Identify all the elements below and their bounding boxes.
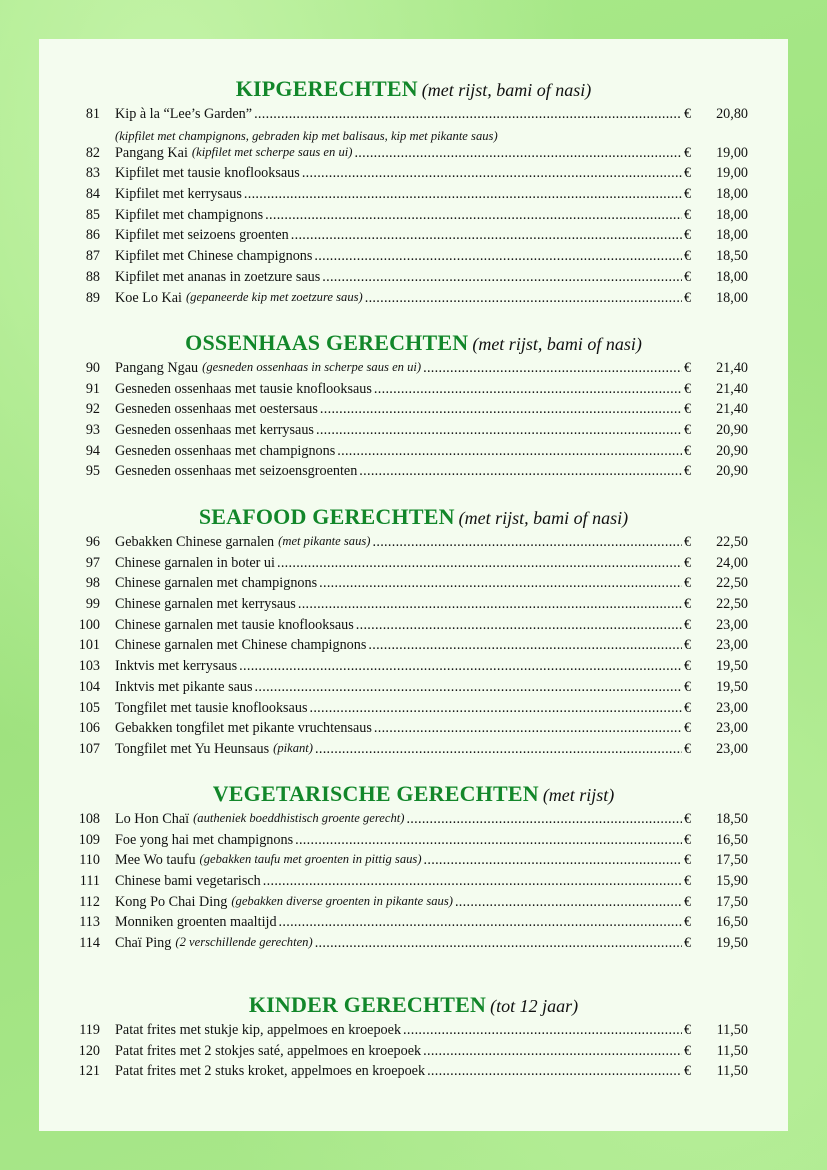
menu-item (39, 165, 788, 186)
item-price: 19,50 (716, 678, 748, 695)
menu-item (39, 463, 788, 484)
item-description: (kipfilet met scherpe saus en ui) (191, 144, 353, 159)
item-body (115, 401, 682, 418)
item-number: 83 (85, 165, 100, 182)
dot-leader (302, 165, 682, 182)
item-price: 16,50 (716, 914, 748, 931)
currency-symbol: € (684, 811, 692, 827)
item-name: Chinese garnalen met Chinese champignons (115, 637, 367, 654)
item-body (115, 596, 682, 613)
item-body (115, 207, 682, 224)
currency-symbol: € (684, 720, 692, 737)
item-name: Gebakken tongfilet met pikante vruchtensaus (115, 720, 372, 737)
menu-item (39, 1022, 788, 1043)
item-name: Chinese garnalen met tausie knoflooksaus (115, 616, 354, 633)
currency-symbol: € (684, 248, 692, 265)
currency-symbol: € (684, 1022, 692, 1038)
dot-leader (298, 596, 682, 613)
dot-leader (354, 145, 682, 162)
currency-symbol: € (684, 186, 692, 203)
item-name: Kip à la “Lee’s Garden” (115, 106, 253, 122)
item-body (115, 186, 682, 203)
item-name: Pangang Ngau (115, 360, 199, 376)
item-number: 85 (85, 206, 100, 223)
item-description: (met pikante saus) (278, 534, 371, 548)
menu-item (39, 106, 788, 127)
item-number: 90 (85, 360, 100, 376)
dot-leader (374, 720, 682, 737)
item-body (115, 1043, 682, 1060)
item-body (115, 637, 682, 654)
currency-symbol: € (684, 442, 692, 459)
currency-symbol: € (684, 831, 692, 848)
item-number: 91 (85, 380, 100, 397)
menu-item (39, 617, 788, 638)
item-body (115, 832, 682, 849)
item-number: 106 (78, 720, 100, 737)
item-name: Kipfilet met seizoens groenten (115, 227, 289, 244)
currency-symbol: € (684, 401, 692, 418)
item-number: 114 (79, 935, 100, 952)
dot-leader (309, 700, 682, 717)
item-body (115, 534, 682, 551)
item-body (115, 381, 682, 398)
currency-symbol: € (684, 740, 692, 757)
item-body (115, 741, 682, 758)
item-body (115, 360, 682, 377)
item-description: (gesneden ossenhaas in scherpe saus en ui) (202, 360, 422, 374)
item-price: 11,50 (716, 1022, 748, 1038)
section-heading (39, 76, 788, 102)
item-price: 23,00 (716, 699, 748, 716)
item-name: Lo Hon Chaï (115, 811, 190, 827)
menu-section-kinder (39, 992, 788, 1084)
item-body (115, 575, 682, 592)
item-name: Chinese garnalen met champignons (115, 575, 318, 592)
section-subtitle: (met rijst) (542, 785, 615, 805)
currency-symbol: € (684, 637, 692, 654)
section-heading (39, 330, 788, 356)
item-name: Kong Po Chai Ding (115, 893, 228, 910)
currency-symbol: € (684, 268, 692, 285)
currency-symbol: € (684, 914, 692, 931)
menu-item (39, 248, 788, 269)
item-body (115, 679, 682, 696)
item-number: 98 (85, 575, 100, 592)
item-number: 113 (79, 914, 100, 931)
dot-leader (314, 248, 682, 265)
item-price: 17,50 (716, 852, 748, 869)
menu-item (39, 1043, 788, 1064)
item-number: 109 (78, 831, 100, 848)
currency-symbol: € (684, 554, 692, 571)
currency-symbol: € (684, 144, 692, 161)
dot-leader (373, 534, 683, 551)
menu-item (39, 658, 788, 679)
item-price: 11,50 (716, 1042, 748, 1059)
item-number: 95 (85, 463, 100, 480)
currency-symbol: € (684, 165, 692, 182)
dot-leader (277, 555, 682, 572)
dot-leader (316, 422, 682, 439)
item-name: Gesneden ossenhaas met kerrysaus (115, 422, 314, 439)
dot-leader (315, 741, 682, 758)
item-body (115, 914, 682, 931)
dot-leader (455, 894, 682, 911)
item-number: 81 (85, 106, 100, 122)
item-number: 103 (78, 658, 100, 675)
item-price: 23,00 (716, 740, 748, 757)
item-number: 100 (78, 616, 100, 633)
item-price: 21,40 (716, 401, 748, 418)
item-number: 82 (85, 144, 100, 161)
currency-symbol: € (684, 596, 692, 613)
item-number: 94 (85, 442, 100, 459)
item-price: 17,50 (716, 893, 748, 910)
item-price: 21,40 (716, 360, 748, 376)
currency-symbol: € (684, 893, 692, 910)
item-name: Foe yong hai met champignons (115, 831, 294, 848)
menu-item (39, 360, 788, 381)
item-body (115, 617, 682, 634)
item-name: Pangang Kai (115, 144, 188, 161)
item-description: (pikant) (273, 740, 313, 755)
item-number: 97 (85, 554, 100, 571)
item-body (115, 269, 682, 286)
item-price: 22,50 (716, 534, 748, 550)
item-price: 22,50 (716, 596, 748, 613)
menu-item (39, 832, 788, 853)
item-number: 88 (85, 268, 100, 285)
menu-item (39, 290, 788, 311)
currency-symbol: € (684, 463, 692, 480)
item-price: 18,00 (716, 186, 748, 203)
item-number: 104 (78, 678, 100, 695)
item-price: 23,00 (716, 637, 748, 654)
item-name: Monniken groenten maaltijd (115, 914, 277, 931)
item-body (115, 894, 682, 911)
currency-symbol: € (684, 935, 692, 952)
menu-item (39, 852, 788, 873)
currency-symbol: € (684, 852, 692, 869)
item-body (115, 1022, 682, 1039)
section-heading (39, 781, 788, 807)
dot-leader (423, 360, 682, 377)
menu-item (39, 381, 788, 402)
currency-symbol: € (684, 1042, 692, 1059)
item-number: 108 (78, 811, 100, 827)
item-number: 111 (79, 873, 100, 890)
item-number: 120 (78, 1042, 100, 1059)
item-name: Kipfilet met champignons (115, 206, 264, 223)
currency-symbol: € (684, 534, 692, 550)
dot-leader (423, 1043, 682, 1060)
section-subtitle: (met rijst, bami of nasi) (458, 508, 629, 528)
section-subtitle: (met rijst, bami of nasi) (421, 80, 592, 100)
menu-item (39, 534, 788, 555)
dot-leader (255, 679, 682, 696)
item-price: 15,90 (716, 873, 748, 890)
item-body (115, 145, 682, 162)
dot-leader (356, 617, 682, 634)
dot-leader (254, 106, 682, 123)
dot-leader (368, 637, 682, 654)
item-price: 19,50 (716, 658, 748, 675)
item-body (115, 1063, 682, 1080)
item-name: Gesneden ossenhaas met tausie knoflooksaus (115, 380, 372, 397)
item-number: 92 (85, 401, 100, 418)
dot-leader (295, 832, 682, 849)
dot-leader (239, 658, 682, 675)
item-body (115, 463, 682, 480)
item-name: Chinese bami vegetarisch (115, 873, 261, 890)
dot-leader (244, 186, 682, 203)
item-name: Gesneden ossenhaas met oestersaus (115, 401, 318, 418)
item-price: 11,50 (716, 1063, 748, 1080)
menu-item (39, 443, 788, 464)
section-heading (39, 504, 788, 530)
dot-leader (424, 852, 682, 869)
item-price: 18,50 (716, 811, 748, 827)
menu-item (39, 596, 788, 617)
item-price: 24,00 (716, 554, 748, 571)
item-body (115, 165, 682, 182)
section-subtitle: (met rijst, bami of nasi) (472, 334, 642, 354)
item-name: Inktvis met kerrysaus (115, 658, 238, 675)
menu-item (39, 145, 788, 166)
menu-panel (39, 39, 788, 1131)
dot-leader (427, 1063, 682, 1080)
menu-item (39, 679, 788, 700)
item-body (115, 443, 682, 460)
item-name: Gesneden ossenhaas met seizoensgroenten (115, 463, 358, 480)
item-name: Chaï Ping (115, 935, 172, 952)
menu-item (39, 700, 788, 721)
item-number: 112 (79, 893, 100, 910)
currency-symbol: € (684, 289, 692, 306)
item-description: (2 verschillende gerechten) (175, 935, 313, 950)
menu-section-seafood (39, 504, 788, 762)
item-price: 19,50 (716, 935, 748, 952)
menu-item (39, 914, 788, 935)
menu-item (39, 575, 788, 596)
item-number: 119 (79, 1022, 100, 1038)
dot-leader (374, 381, 682, 398)
menu-item (39, 1063, 788, 1084)
section-title: VEGETARISCHE GERECHTEN (212, 781, 539, 806)
section-title: OSSENHAAS GERECHTEN (185, 330, 469, 355)
item-body (115, 811, 682, 828)
currency-symbol: € (684, 616, 692, 633)
item-name: Patat frites met 2 stuks kroket, appelmoes en kroepoek (115, 1063, 426, 1080)
currency-symbol: € (684, 422, 692, 439)
dot-leader (322, 269, 682, 286)
item-name: Kipfilet met tausie knoflooksaus (115, 165, 300, 182)
item-number: 105 (78, 699, 100, 716)
currency-symbol: € (684, 380, 692, 397)
item-name: Kipfilet met kerrysaus (115, 186, 242, 203)
currency-symbol: € (684, 106, 692, 122)
menu-item (39, 741, 788, 762)
menu-item (39, 555, 788, 576)
dot-leader (263, 873, 682, 890)
menu-item (39, 186, 788, 207)
item-price: 20,90 (716, 442, 748, 459)
item-body (115, 290, 682, 307)
item-body (115, 700, 682, 717)
menu-item (39, 401, 788, 422)
dot-leader (403, 1022, 682, 1039)
item-name: Gebakken Chinese garnalen (115, 534, 275, 550)
item-price: 20,90 (716, 422, 748, 439)
item-body (115, 720, 682, 737)
item-subdescription: (kipfilet met champignons, gebraden kip met balisaus, kip met pikante saus) (115, 128, 498, 143)
dot-leader (320, 401, 682, 418)
menu-item (39, 873, 788, 894)
currency-symbol: € (684, 360, 692, 376)
item-price: 16,50 (716, 831, 748, 848)
item-price: 18,50 (716, 248, 748, 265)
item-number: 89 (85, 289, 100, 306)
item-price: 18,00 (716, 227, 748, 244)
item-price: 23,00 (716, 720, 748, 737)
item-number: 121 (78, 1063, 100, 1080)
item-name: Kipfilet met Chinese champignons (115, 248, 313, 265)
item-name: Tongfilet met Yu Heunsaus (115, 740, 270, 757)
item-description: (autheniek boeddhistisch groente gerecht) (193, 811, 405, 825)
dot-leader (406, 811, 682, 828)
dot-leader (337, 443, 682, 460)
item-number: 87 (85, 248, 100, 265)
item-name: Patat frites met 2 stokjes saté, appelmoes en kroepoek (115, 1042, 422, 1059)
dot-leader (315, 935, 682, 952)
dot-leader (359, 463, 682, 480)
dot-leader (279, 914, 682, 931)
item-number: 101 (78, 637, 100, 654)
item-body (115, 555, 682, 572)
item-description: (gebakken diverse groenten in pikante saus) (231, 893, 453, 908)
item-price: 19,00 (716, 144, 748, 161)
menu-item (39, 811, 788, 832)
menu-item (39, 935, 788, 956)
item-name: Gesneden ossenhaas met champignons (115, 442, 336, 459)
menu-item (39, 227, 788, 248)
item-price: 23,00 (716, 616, 748, 633)
menu-item (39, 720, 788, 741)
section-title: KINDER GERECHTEN (248, 992, 487, 1017)
item-number: 107 (78, 740, 100, 757)
item-price: 20,80 (716, 106, 748, 122)
currency-symbol: € (684, 873, 692, 890)
dot-leader (291, 227, 682, 244)
item-name: Kipfilet met ananas in zoetzure saus (115, 268, 321, 285)
item-price: 18,00 (716, 289, 748, 306)
menu-section-kip (39, 76, 788, 310)
section-subtitle: (tot 12 jaar) (490, 996, 579, 1016)
item-number: 86 (85, 227, 100, 244)
item-price: 22,50 (716, 575, 748, 592)
menu-item (39, 269, 788, 290)
item-price: 21,40 (716, 380, 748, 397)
item-number: 96 (85, 534, 100, 550)
currency-symbol: € (684, 699, 692, 716)
item-body (115, 935, 682, 952)
currency-symbol: € (684, 658, 692, 675)
currency-symbol: € (684, 678, 692, 695)
item-body (115, 873, 682, 890)
currency-symbol: € (684, 227, 692, 244)
item-price: 20,90 (716, 463, 748, 480)
currency-symbol: € (684, 575, 692, 592)
item-body (115, 106, 682, 123)
item-body (115, 658, 682, 675)
item-name: Patat frites met stukje kip, appelmoes en kroepoek (115, 1022, 402, 1038)
section-heading (39, 992, 788, 1018)
menu-item (39, 894, 788, 915)
dot-leader (319, 575, 682, 592)
menu-item (39, 422, 788, 443)
item-body (115, 852, 682, 869)
menu-item (39, 207, 788, 228)
item-name: Mee Wo taufu (115, 852, 196, 869)
item-description: (gebakken taufu met groenten in pittig saus) (199, 852, 422, 867)
item-number: 99 (85, 596, 100, 613)
item-number: 84 (85, 186, 100, 203)
item-name: Chinese garnalen met kerrysaus (115, 596, 296, 613)
menu-section-ossenhaas (39, 330, 788, 484)
item-price: 19,00 (716, 165, 748, 182)
dot-leader (365, 290, 682, 307)
item-description: (gepaneerde kip met zoetzure saus) (185, 289, 363, 304)
section-title: KIPGERECHTEN (235, 76, 418, 101)
item-name: Tongfilet met tausie knoflooksaus (115, 699, 308, 716)
item-body (115, 248, 682, 265)
item-name: Koe Lo Kai (115, 289, 182, 306)
item-price: 18,00 (716, 268, 748, 285)
item-price: 18,00 (716, 206, 748, 223)
item-name: Inktvis met pikante saus (115, 678, 253, 695)
item-number: 93 (85, 422, 100, 439)
currency-symbol: € (684, 1063, 692, 1080)
item-body (115, 422, 682, 439)
section-title: SEAFOOD GERECHTEN (198, 504, 455, 529)
dot-leader (265, 207, 682, 224)
menu-section-vegetarisch (39, 781, 788, 956)
item-number: 110 (79, 852, 100, 869)
item-name: Chinese garnalen in boter ui (115, 554, 275, 571)
menu-item (39, 637, 788, 658)
currency-symbol: € (684, 206, 692, 223)
item-body (115, 227, 682, 244)
